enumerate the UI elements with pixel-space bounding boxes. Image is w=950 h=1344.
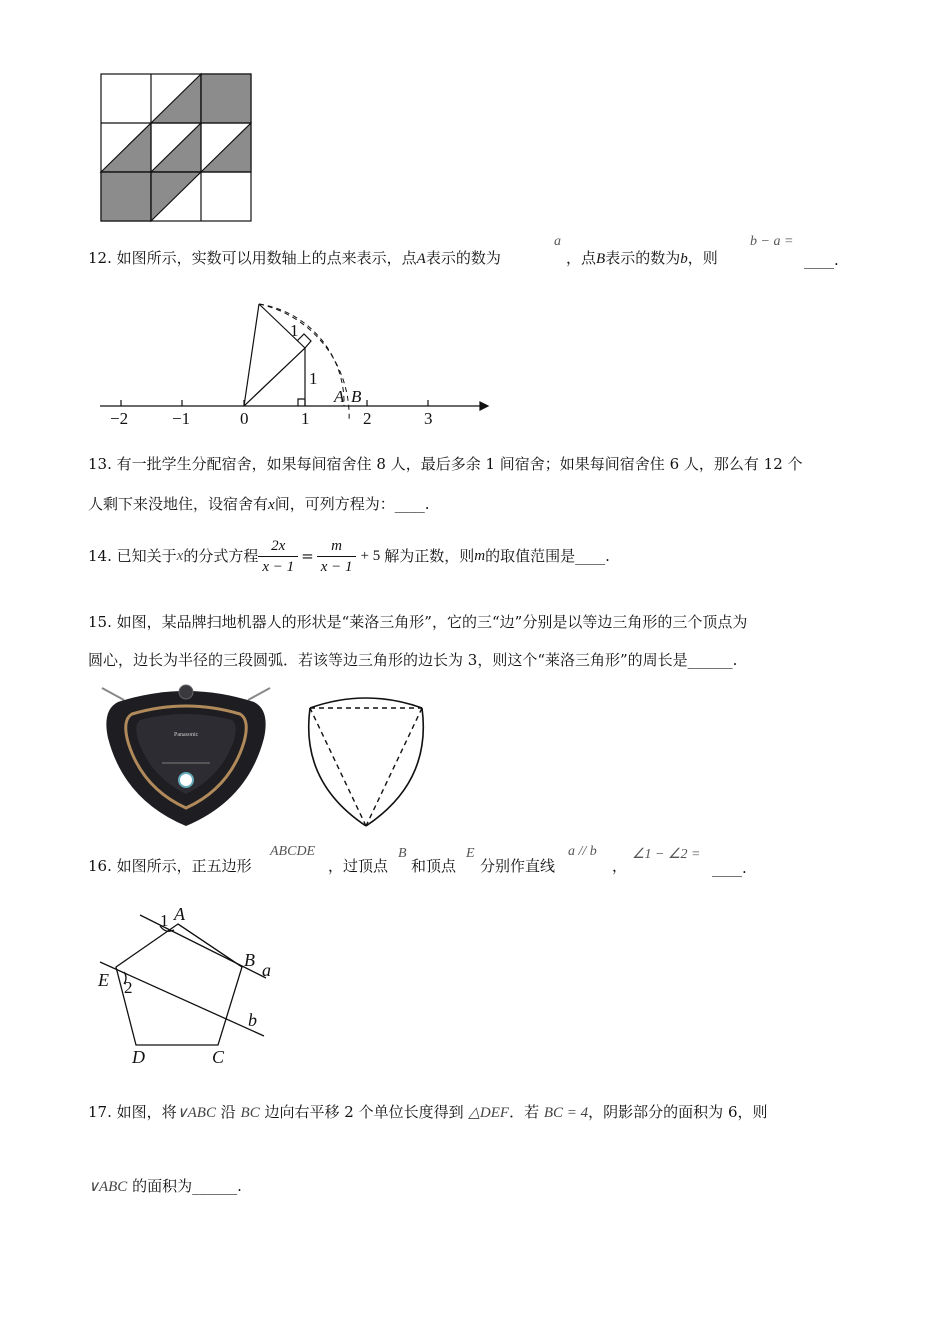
angle-label-2: 2 xyxy=(124,978,133,997)
q14-frac2-den: x − 1 xyxy=(320,558,353,575)
robot-brand-label: Panasonic xyxy=(174,732,199,738)
segment-label-1-top: 1 xyxy=(290,321,299,340)
q14-frac1-den: x − 1 xyxy=(262,558,295,575)
q14-text-2: 的分式方程 xyxy=(183,547,259,565)
q12-expression: b − a = xyxy=(750,234,794,249)
line-label-b: b xyxy=(248,1010,257,1030)
q16-text-4: 分别作直线 xyxy=(480,857,556,875)
tick-label-2: 2 xyxy=(363,409,372,428)
question-13-line-2 xyxy=(88,494,429,515)
reuleaux-triangle-figure xyxy=(300,690,432,830)
vertex-label-a: A xyxy=(174,904,185,924)
q14-text-3: 解为正数，则 xyxy=(384,547,475,565)
angle-label-1: 1 xyxy=(160,911,169,930)
point-label-a: A xyxy=(334,387,345,406)
segment-label-1-vertical: 1 xyxy=(309,369,318,388)
pentagon-figure xyxy=(96,900,286,1070)
question-15-line-2 xyxy=(88,650,737,670)
q12-text-5: ，则 xyxy=(687,249,718,267)
q14-text-4: 的取值范围是 xyxy=(485,547,576,565)
q14-equals: = xyxy=(301,547,314,565)
q12-text-4: 表示的数为 xyxy=(605,249,681,267)
q14-var-x: x xyxy=(176,548,184,564)
tick-label-3: 3 xyxy=(424,409,433,428)
q12-text-1: 如图所示，实数可以用数轴上的点来表示，点 xyxy=(116,249,417,267)
q12-var-b: b xyxy=(680,251,688,267)
q16-answer-blank: ____. xyxy=(712,859,747,877)
q17-triangle-def: △DEF xyxy=(468,1105,510,1121)
q12-var-a: a xyxy=(554,234,561,249)
q14-answer-blank: ____. xyxy=(575,547,610,565)
q15-line-1: 如图，某品牌扫地机器人的形状是“莱洛三角形”，它的三“边”分别是以等边三角形的三个顶点为 xyxy=(116,613,748,631)
q16-parallel: a // b xyxy=(568,844,597,859)
q14-number: 14. xyxy=(88,547,112,565)
q13-answer-blank: ____. xyxy=(394,495,430,513)
q16-angle-expression: ∠1 − ∠2 = xyxy=(632,847,701,862)
q14-fraction-2 xyxy=(317,536,357,577)
q16-text-1: 如图所示，正五边形 xyxy=(116,857,252,875)
q12-point-b: B xyxy=(596,251,606,267)
q15-number: 15. xyxy=(88,613,112,631)
question-12 xyxy=(88,248,501,269)
q12-text-2: 表示的数为 xyxy=(425,249,501,267)
q16-comma: ， xyxy=(612,857,628,875)
q16-vertex-e: E xyxy=(466,846,475,861)
q16-pentagon-name: ABCDE xyxy=(270,844,316,859)
question-13-line-1 xyxy=(88,454,803,474)
line-label-a: a xyxy=(262,960,271,980)
q14-frac1-num: 2x xyxy=(258,536,298,557)
q12-answer-blank: ____. xyxy=(804,251,839,269)
q14-frac2-num: m xyxy=(317,536,357,557)
shaded-grid-figure xyxy=(98,72,254,224)
tick-label-neg2: −2 xyxy=(110,409,129,428)
q13-line-1: 有一批学生分配宿舍，如果每间宿舍住 8 人，最后多余 1 间宿舍；如果每间宿舍住 6 人，那么有 12 个 xyxy=(116,455,803,473)
tick-label-neg1: −1 xyxy=(172,409,191,428)
q17-text-1: 如图，将 xyxy=(116,1103,177,1121)
question-15-line-1 xyxy=(88,612,747,632)
vertex-label-d: D xyxy=(132,1047,145,1067)
q17-side-bc: BC xyxy=(240,1105,260,1121)
q17-bc-equals: BC = 4 xyxy=(543,1105,589,1121)
q17-line2-triangle: ∨ABC xyxy=(88,1179,128,1195)
q17-text-5: ，阴影部分的面积为 6，则 xyxy=(588,1103,768,1121)
q15-answer-blank: ______. xyxy=(687,651,738,669)
q12-point-a: A xyxy=(416,251,426,267)
q16-text-2: ，过顶点 xyxy=(328,857,389,875)
q17-text-4: ．若 xyxy=(509,1103,540,1121)
robot-vacuum-image xyxy=(98,680,274,830)
point-label-b: B xyxy=(351,387,362,406)
q16-number: 16. xyxy=(88,857,112,875)
question-17-line-2 xyxy=(88,1176,242,1197)
q14-var-m: m xyxy=(474,548,486,564)
vertex-label-e: E xyxy=(98,970,109,990)
q13-number: 13. xyxy=(88,455,112,473)
q13-line-2a: 人剩下来没地住，设宿舍有 xyxy=(88,495,269,513)
tick-label-1: 1 xyxy=(301,409,310,428)
q17-number: 17. xyxy=(88,1103,112,1121)
q14-text-1: 已知关于 xyxy=(116,547,177,565)
q14-fraction-1 xyxy=(258,536,298,577)
q17-text-3: 边向右平移 2 个单位长度得到 xyxy=(264,1103,464,1121)
vertex-label-b: B xyxy=(244,950,255,970)
q17-answer-blank: ______. xyxy=(192,1177,242,1195)
q17-line2-text: 的面积为 xyxy=(132,1177,193,1195)
question-12-cont xyxy=(566,248,718,269)
q16-text-3: 和顶点 xyxy=(411,857,457,875)
q12-text-3: ，点 xyxy=(566,249,597,267)
question-16 xyxy=(88,856,252,876)
q14-plus-5: + 5 xyxy=(360,548,381,564)
vertex-label-c: C xyxy=(212,1047,225,1067)
question-14 xyxy=(88,526,610,586)
question-17 xyxy=(88,1102,768,1123)
q13-line-2b: 间，可列方程为： xyxy=(274,495,395,513)
q17-text-2: 沿 xyxy=(220,1103,236,1121)
q13-var-x: x xyxy=(268,497,275,513)
q16-vertex-b: B xyxy=(398,846,407,861)
q15-line-2: 圆心，边长为半径的三段圆弧．若该等边三角形的边长为 3，则这个“莱洛三角形”的周长是 xyxy=(88,651,688,669)
q12-number: 12. xyxy=(88,249,112,267)
q17-triangle-abc: ∨ABC xyxy=(176,1105,216,1121)
number-line-figure xyxy=(96,296,492,428)
tick-label-0: 0 xyxy=(240,409,249,428)
